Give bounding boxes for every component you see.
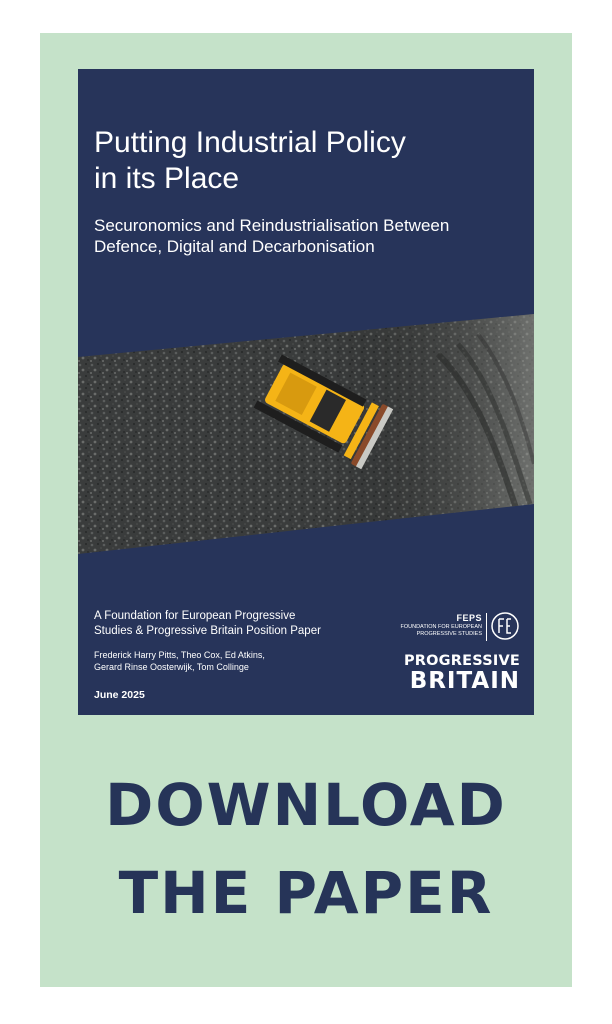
publication-date: June 2025 <box>94 689 145 701</box>
download-paper-button[interactable] <box>40 761 572 937</box>
title-line-1: Putting Industrial Policy <box>94 126 406 159</box>
paper-subtitle <box>94 215 524 257</box>
feps-divider <box>486 613 487 641</box>
cta-line-2: THE PAPER <box>118 859 494 927</box>
progressive-britain-logo <box>398 653 520 693</box>
cta-line-1: DOWNLOAD <box>105 771 507 839</box>
feps-emblem-icon <box>490 611 520 641</box>
organisation-line-1: A Foundation for European Progressive <box>94 610 296 622</box>
feps-short-name: FEPS <box>456 613 482 623</box>
organisation-line <box>94 609 364 639</box>
authors <box>94 649 324 673</box>
subtitle-line-1: Securonomics and Reindustrialisation Between <box>94 216 450 235</box>
pb-logo-top: PROGRESSIVE <box>403 653 520 669</box>
feps-logo <box>396 609 520 645</box>
feps-full-name <box>392 624 482 637</box>
download-card[interactable] <box>40 33 572 987</box>
subtitle-line-2: Defence, Digital and Decarbonisation <box>94 237 375 256</box>
feps-full-name-line-2: PROGRESSIVE STUDIES <box>416 630 482 637</box>
paper-cover[interactable] <box>78 69 534 715</box>
bulldozer-photo <box>78 314 534 554</box>
title-line-2: in its Place <box>94 162 240 195</box>
paper-title <box>94 125 514 197</box>
feps-full-name-line-1: FOUNDATION FOR EUROPEAN <box>400 624 482 630</box>
organisation-line-2: Studies & Progressive Britain Position Paper <box>94 625 321 637</box>
authors-line-2: Gerard Rinse Oosterwijk, Tom Collinge <box>94 662 249 672</box>
pb-logo-bottom: BRITAIN <box>409 668 520 694</box>
authors-line-1: Frederick Harry Pitts, Theo Cox, Ed Atkins, <box>94 650 265 660</box>
